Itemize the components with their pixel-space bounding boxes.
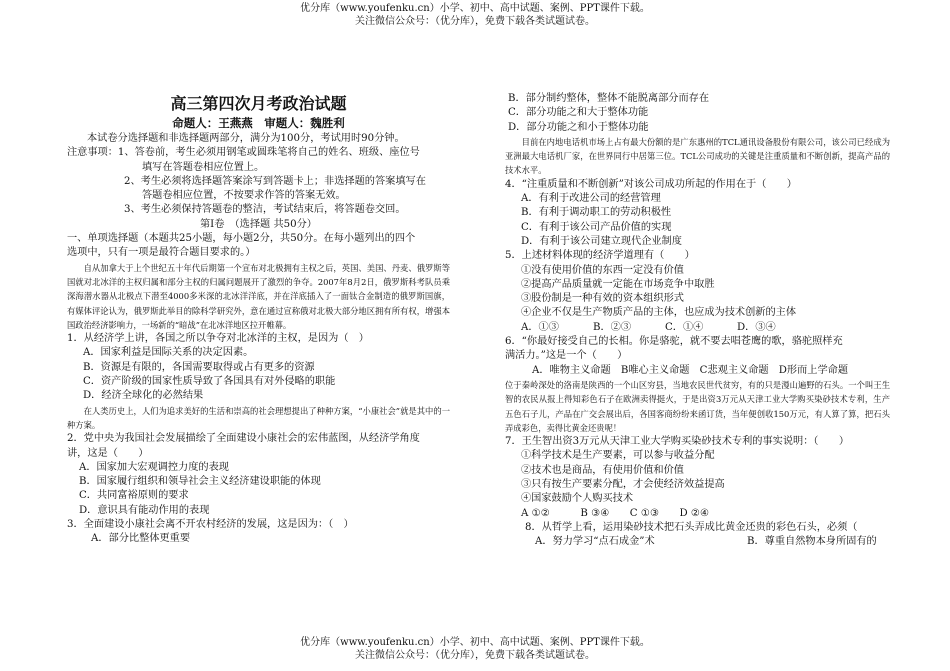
footer-line-2: 关注微信公众号：（优分库），免费下载各类试题试卷。 [355,650,595,661]
q8-option-b: B．尊重自然物本身所固有的 [747,536,877,548]
q3-option-a: A．部分比整体更重要 [91,533,191,545]
q1-option-c: C．资产阶级的国家性质导致了各国具有对外侵略的职能 [83,376,336,388]
q5-option-d: D．③④ [737,321,776,333]
material-paragraph-1: 自从加拿大于上个世纪五十年代后期第一个宣布对北极拥有主权之后，英国、美国、丹麦、俄罗斯等国就对北冰洋的主权归属和部分主权的归属问题展开了激烈的争夺。2007年8月2日，俄罗斯科考队员乘深海潜水器从北极点下潜至4000多米深的北冰洋洋底，并在洋底插入了一面钛合金制造的俄罗斯国旗，有媒体评论认为，俄罗斯此举目的除科学研究外，意在通过宣称俄对北极大部分地区拥有所有权，增强本国政治经济影响力，一场新的“暗战”在北冰洋地区拉开帷幕。 [67,262,450,330]
question-1: 1．从经济学上讲，各国之所以争夺对北冰洋的主权，是因为（ ） [67,333,369,345]
q5-statement-1: ①没有使用价值的东西一定没有价值 [521,264,684,276]
q1-option-a: A．国家利益是国际关系的决定因素。 [83,347,254,359]
q2-option-a: A．国家加大宏观调控力度的表现 [79,461,229,473]
header-line-1: 优分库（www.youfenku.cn）小学、初中、高中试题、案例、PPT课件下载。 [300,3,650,14]
q3-option-d: D．部分功能之和小于整体功能 [508,121,649,133]
section-instructions-cont: 选项中，只有一项是最符合题目要求的。） [67,247,256,259]
notice-2-cont: 答题卷相应位置，不按要求作答的答案无效。 [142,190,346,202]
question-6: 6．“你最好接受自己的长相。你是骆驼，就不要去唱苍鹰的歌，骆驼照样充 [505,336,843,348]
q7-statement-4: ④国家鼓励个人购买技术 [521,493,634,505]
section-instructions: 一、单项选择题（本题共25小题，每小题2分，共50分。在每小题列出的四个 [67,233,416,245]
q4-option-a: A．有利于改进公司的经营管理 [521,193,661,205]
q5-statement-2: ②提高产品质量就一定能在市场竞争中取胜 [521,278,715,290]
q1-option-b: B．资源是有限的，各国需要取得或占有更多的资源 [83,361,315,373]
footer-line-1: 优分库（www.youfenku.cn）小学、初中、高中试题、案例、PPT课件下载。 [300,637,650,648]
q5-option-b: B．②③ [593,321,632,333]
question-8: 8．从哲学上看，运用染砂技术把石头弄成比黄金还贵的彩色石头，必须（ [525,521,858,533]
question-6-cont: 满活力。”这是一个（ ） [505,350,628,362]
part-heading: 第Ⅰ卷 （选择题 共50分） [200,218,317,230]
q5-statement-3: ③股份制是一种有效的资本组织形式 [521,293,684,305]
q8-option-a: A．努力学习“点石成金”术 [535,536,655,548]
question-5: 5．上述材料体现的经济学道理有（ ） [505,250,695,262]
q2-option-d: D．意识具有能动作用的表现 [79,504,210,516]
material-paragraph-2: 在人类历史上，人们为追求美好的生活和崇高的社会理想提出了种种方案，“小康社会”就是其中的一种方案。 [67,405,450,430]
question-4: 4．“注重质量和不断创新”对该公司成功所起的作用在于（ ） [505,178,797,190]
q4-option-c: C．有利于该公司产品价值的实现 [521,221,672,233]
right-column [505,92,890,550]
q2-option-b: B．国家履行组织和领导社会主义经济建设职能的体现 [79,476,321,488]
q6-options: A．唯物主义命题 B唯心主义命题 C悲观主义命题 D形而上学命题 [532,364,849,376]
q7-options: A ①② B ③④ C ①③ D ②④ [521,507,710,519]
q7-statement-2: ②技术也是商品，有使用价值和价值 [521,464,684,476]
page-title: 高三第四次月考政治试题 [170,94,347,113]
left-column [67,92,450,547]
q1-option-d: D．经济全球化的必然结果 [83,390,204,402]
intro-text: 本试卷分选择题和非选择题两部分，满分为100分，考试用时90分钟。 [87,133,405,144]
q3-option-c: C．部分功能之和大于整体功能 [508,107,649,119]
header-line-2: 关注微信公众号：（优分库），免费下载各类试题试卷。 [355,16,595,27]
question-2-cont: 讲，这是（ ） [67,447,149,459]
notice-2: 2、考生必须将选择题答案涂写到答题卡上；非选择题的答案填写在 [124,175,426,187]
notice-1: 注意事项：1、答卷前，考生必须用钢笔或圆珠笔将自己的姓名、班级、座位号 [67,147,420,159]
q4-option-d: D．有利于该公司建立现代企业制度 [521,235,682,247]
authors-line: 命题人：王燕燕 审题人：魏胜利 [172,116,345,130]
q7-statement-1: ①科学技术是生产要素，可以参与收益分配 [521,450,715,462]
material-paragraph-4: 位于秦岭深处的洛南是陕西的一个山区穷县，当地农民世代贫穷，有的只是漫山遍野的石头。一个叫王生智的农民从报上得知彩色石子在欧洲卖得挺火，于是出资3万元从天津工业大学购买染砂技术专利，生产五色石子儿，产品在广交会展出后，各国客商纷纷来函订货，当年便创收150万元，有人算了算，把石头弄成彩色，卖得比黄金还贵呢！ [505,379,890,433]
q5-option-a: A．①③ [521,321,559,333]
q5-options [505,321,890,335]
q7-statement-3: ③只有按生产要素分配，才会使经济效益提高 [521,479,725,491]
q4-option-b: B．有利于调动职工的劳动积极性 [521,207,672,219]
notice-3: 3、考生必须保持答题卷的整洁，考试结束后，将答题卷交回。 [124,204,406,216]
q3-option-b: B．部分制约整体，整体不能脱离部分而存在 [508,93,710,104]
notice-1-cont: 填写在答题卷相应位置上。 [142,161,265,173]
q5-statement-4: ④企业不仅是生产物质产品的主体，也应成为技术创新的主体 [521,307,797,319]
material-paragraph-3: 目前在内地电话机市场上占有最大份额的是广东惠州的TCL通讯设备股份有限公司，该公司已经成为亚洲最大电话机厂家，在世界同行中居第三位。TCL公司成功的关键是注重质量和不断创新，提高产品的技术水平。 [505,136,890,176]
question-3: 3．全面建设小康社会离不开农村经济的发展，这是因为：（ ） [67,519,354,531]
q2-option-c: C．共同富裕原则的要求 [79,490,189,502]
q5-option-c: C．①④ [665,321,704,333]
q8-options [505,535,890,549]
question-7: 7．王生智出资3万元从天津工业大学购买染砂技术专利的事实说明：（ ） [505,436,850,448]
question-2: 2．党中央为我国社会发展描绘了全面建设小康社会的宏伟蓝图，从经济学角度 [67,433,420,445]
page-header [0,2,950,28]
page-footer [0,636,950,662]
